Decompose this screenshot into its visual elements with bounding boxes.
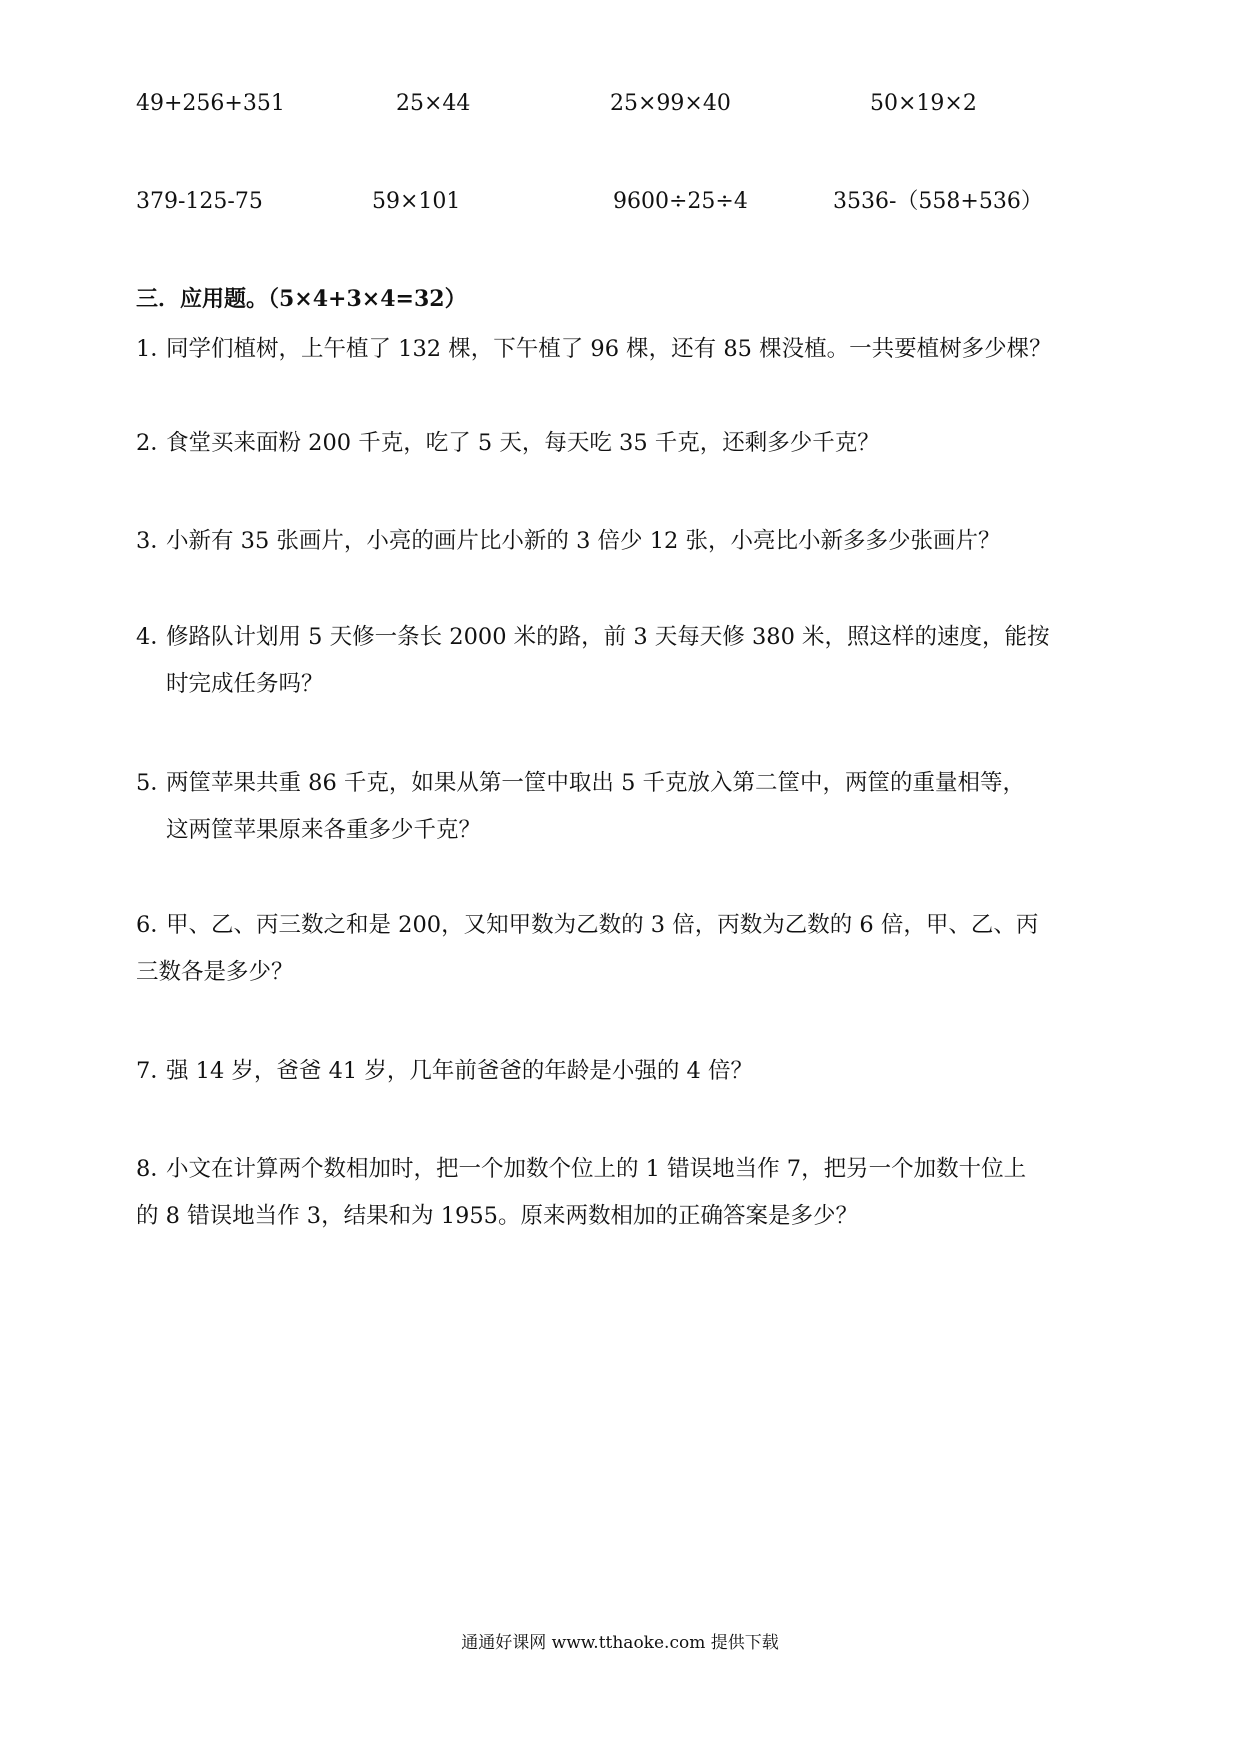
problem-number: 5． (136, 770, 173, 796)
problem-number: 3． (136, 528, 173, 554)
word-problem-6 (136, 902, 1126, 996)
problem-text-continued: 的 8 错误地当作 3，结果和为 1955。原来两数相加的正确答案是多少？ (136, 1203, 859, 1229)
problem-text: 食堂买来面粉 200 千克，吃了 5 天，每天吃 35 千克，还剩多少千克？ (166, 430, 880, 456)
word-problem-8 (136, 1146, 1126, 1240)
problem-text: 同学们植树，上午植了 132 棵，下午植了 96 棵，还有 85 棵没植。一共要植树多少棵？ (166, 336, 1052, 362)
word-problem-2 (136, 420, 1126, 467)
page-footer: 通通好课网 www.tthaoke.com 提供下载 (461, 1633, 779, 1653)
calc-expression: 25×99×40 (610, 91, 731, 116)
problem-number: 4． (136, 624, 173, 650)
word-problem-5 (136, 760, 1126, 854)
calc-expression: 25×44 (396, 91, 471, 116)
problem-text-continued: 这两筐苹果原来各重多少千克？ (166, 817, 482, 843)
word-problem-3 (136, 518, 1126, 565)
calc-row-2 (0, 182, 1240, 222)
calc-expression: 3536-（558+536） (833, 189, 1043, 214)
calc-expression: 50×19×2 (870, 91, 977, 116)
section-heading: 三．应用题。（5×4+3×4=32） (136, 286, 467, 312)
problem-text: 甲、乙、丙三数之和是 200，又知甲数为乙数的 3 倍，丙数为乙数的 6 倍，甲、乙、丙 (166, 912, 1039, 938)
problem-number: 8． (136, 1156, 173, 1182)
calc-expression: 379-125-75 (136, 189, 263, 214)
problem-number: 7． (136, 1058, 173, 1084)
problem-text: 小新有 35 张画片，小亮的画片比小新的 3 倍少 12 张，小亮比小新多多少张画片？ (166, 528, 1001, 554)
calc-row-1 (0, 84, 1240, 124)
problem-number: 6． (136, 912, 173, 938)
problem-number: 1． (136, 336, 173, 362)
problem-number: 2． (136, 430, 173, 456)
problem-text: 小文在计算两个数相加时，把一个加数个位上的 1 错误地当作 7，把另一个加数十位上 (166, 1156, 1027, 1182)
calc-expression: 59×101 (372, 189, 461, 214)
word-problem-4 (136, 614, 1126, 708)
problem-text-continued: 时完成任务吗？ (166, 671, 324, 697)
problem-text: 强 14 岁，爸爸 41 岁，几年前爸爸的年龄是小强的 4 倍？ (166, 1058, 753, 1084)
problem-text-continued: 三数各是多少？ (136, 959, 294, 985)
calc-expression: 9600÷25÷4 (613, 189, 748, 214)
word-problem-1 (136, 326, 1126, 373)
problem-text: 修路队计划用 5 天修一条长 2000 米的路，前 3 天每天修 380 米，照这样的速度，能按 (166, 624, 1050, 650)
word-problem-7 (136, 1048, 1126, 1095)
calc-expression: 49+256+351 (136, 91, 285, 116)
problem-text: 两筐苹果共重 86 千克，如果从第一筐中取出 5 千克放入第二筐中，两筐的重量相等， (166, 770, 1026, 796)
